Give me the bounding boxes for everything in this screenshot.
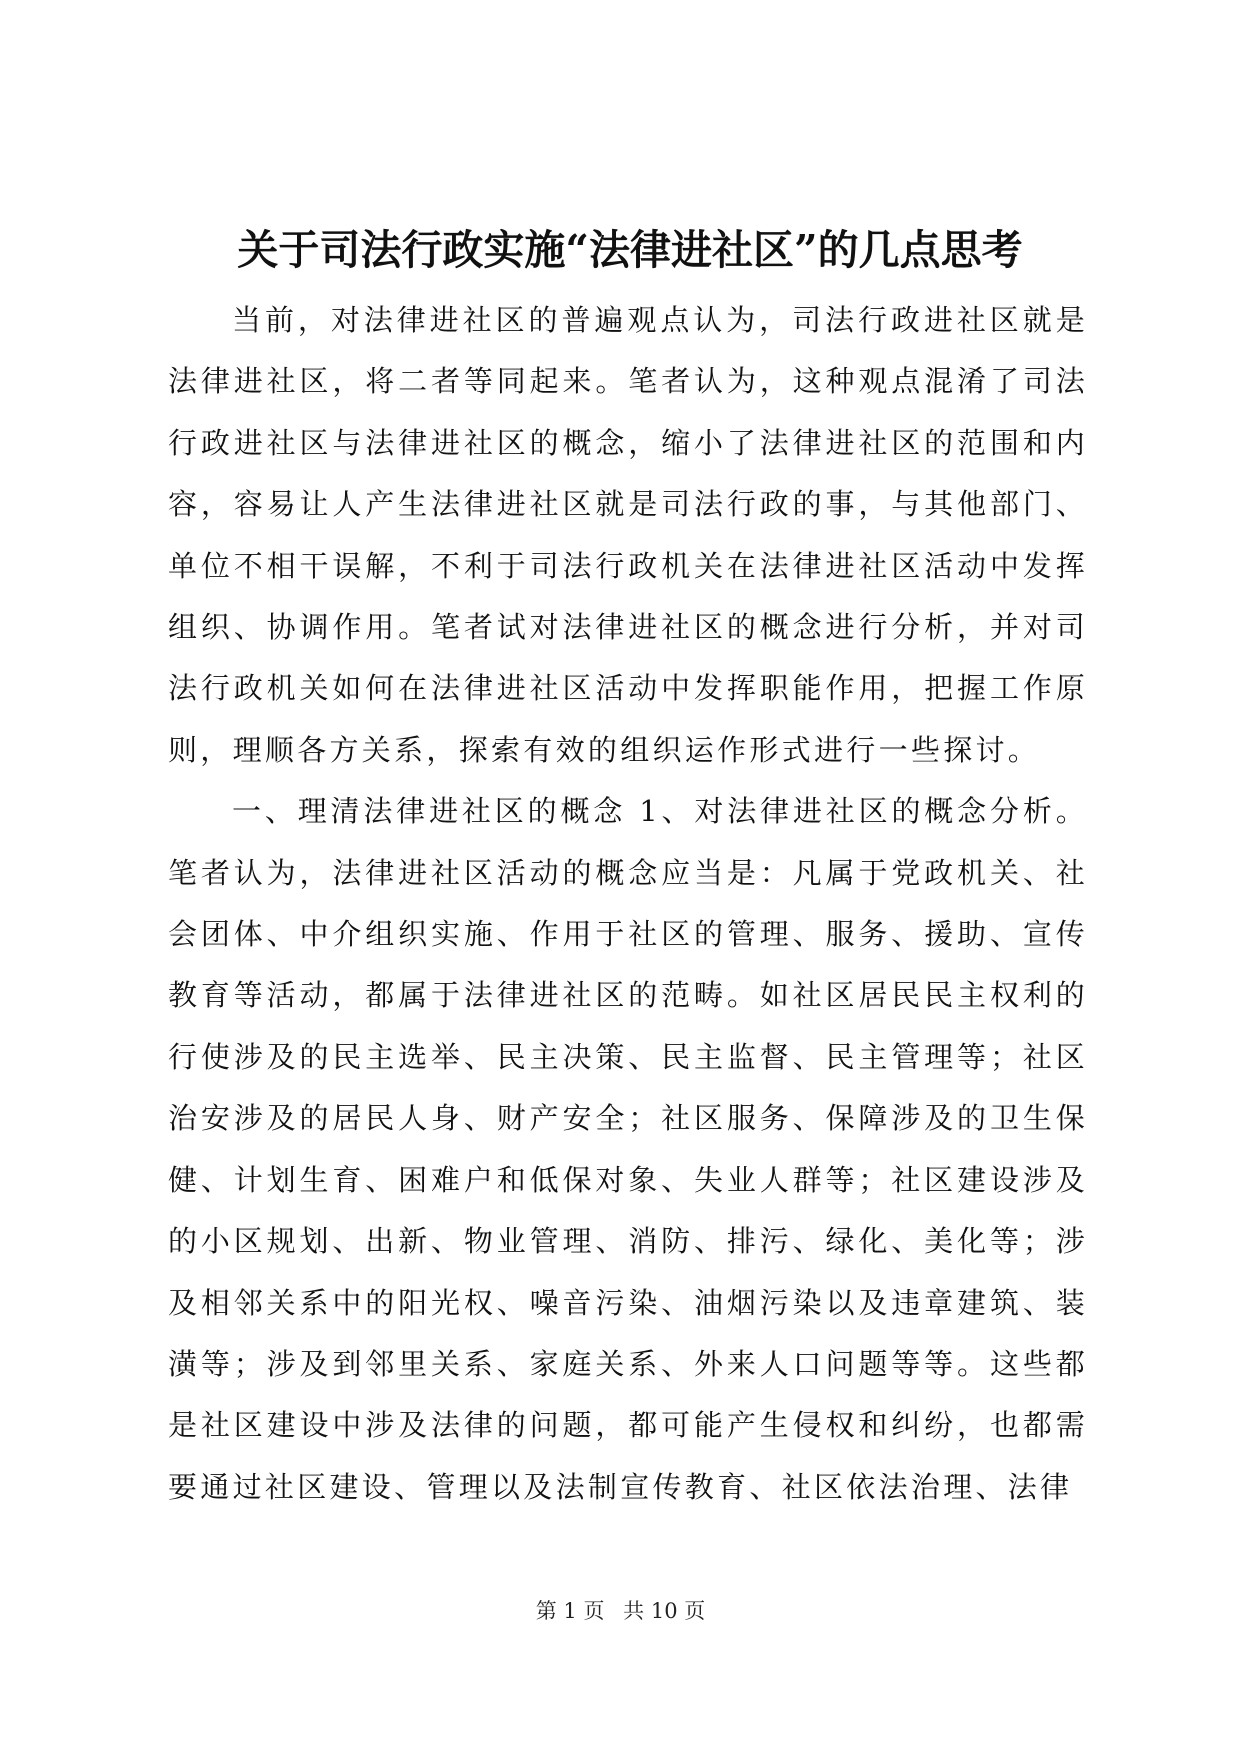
paragraph-intro: 当前，对法律进社区的普遍观点认为，司法行政进社区就是法律进社区，将二者等同起来。笔者认为，这种观点混淆了司法行政进社区与法律进社区的概念，缩小了法律进社区的范围和内容，容易让人产生法律进社区就是司法行政的事，与其他部门、单位不相干误解，不利于司法行政机关在法律进社区活动中发挥组织、协调作用。笔者试对法律进社区的概念进行分析，并对司法行政机关如何在法律进社区活动中发挥职能作用，把握工作原则，理顺各方关系，探索有效的组织运作形式进行一些探讨。 (168, 303, 1088, 767)
page-title: 关于司法行政实施“法律进社区”的几点思考 (237, 226, 1023, 274)
paragraph-section-one: 一、理清法律进社区的概念 1、对法律进社区的概念分析。笔者认为，法律进社区活动的概念应当是：凡属于党政机关、社会团体、中介组织实施、作用于社区的管理、服务、援助、宣传教育等活动，都属于法律进社区的范畴。如社区居民民主权利的行使涉及的民主选举、民主决策、民主监督、民主管理等；社区治安涉及的居民人身、财产安全；社区服务、保障涉及的卫生保健、计划生育、困难户和低保对象、失业人群等；社区建设涉及的小区规划、出新、物业管理、消防、排污、绿化、美化等；涉及相邻关系中的阳光权、噪音污染、油烟污染以及违章建筑、装潢等；涉及到邻里关系、家庭关系、外来人口问题等等。这些都是社区建设中涉及法律的问题，都可能产生侵权和纠纷，也都需要通过社区建设、管理以及法制宣传教育、社区依法治理、法律 (168, 794, 1088, 1504)
body-text (168, 290, 1088, 1518)
page-footer (0, 1596, 1241, 1626)
page-number: 第 1 页 (535, 1599, 605, 1623)
page-total: 共 10 页 (623, 1599, 706, 1623)
